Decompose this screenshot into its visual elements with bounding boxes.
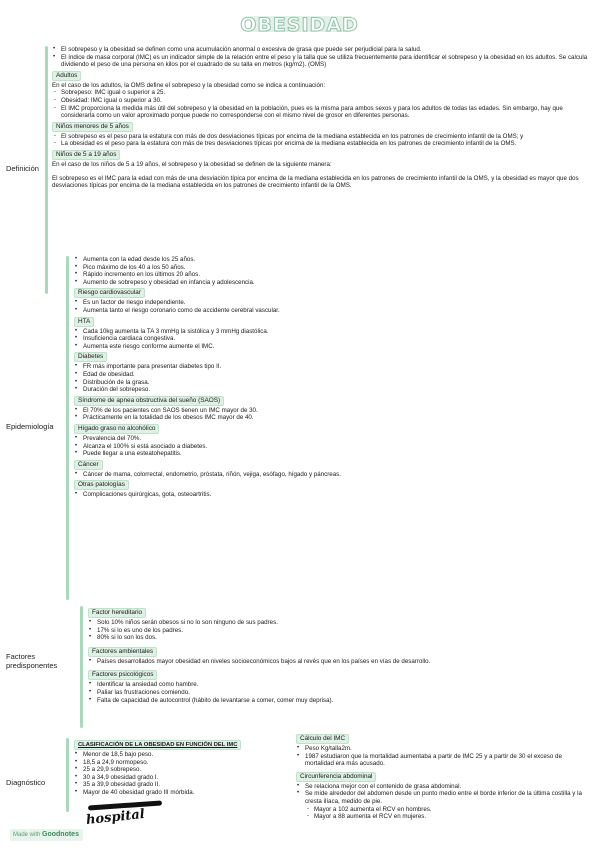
clasificacion-item: • 35 a 39,9 obesidad grado II. bbox=[74, 781, 292, 789]
calculo-section bbox=[296, 732, 588, 821]
hta-item: • Insuficiencia cardiaca congestiva. bbox=[74, 335, 589, 343]
diabetes-item: • Edad de obesidad. bbox=[74, 371, 589, 379]
clasificacion-section bbox=[74, 738, 292, 797]
riesgo-cv-item: • Aumenta tanto el riesgo coronario como de accidente cerebral vascular. bbox=[74, 307, 589, 315]
hta-item: • Cada 10kg aumenta la TA 3 mmHg la sistólica y 3 mmHg diastólica. bbox=[74, 328, 589, 336]
ninos-text: En el caso de los niños de 5 a 19 años, el sobrepeso y la obesidad se definen de la siguiente manera: bbox=[52, 160, 332, 168]
psicologicos-item: • Identificar la ansiedad como hambre. bbox=[88, 681, 588, 689]
clasificacion-item: • Mayor de 40 obesidad grado III mórbida. bbox=[74, 789, 292, 797]
factores-label: Factores predisponentes bbox=[6, 652, 58, 670]
hereditario-item: • Solo 10% niños serán obesos si no lo son ninguno de sus padres. bbox=[88, 619, 588, 627]
circunferencia-heading: Circunferencia abdominal bbox=[296, 772, 376, 782]
definicion-bracket bbox=[45, 46, 48, 294]
hereditario-heading: Factor hereditario bbox=[88, 608, 146, 618]
menores-item: - La obesidad es el peso para la estatura con más de tres desviaciones típicas por encima de la mediana establecida en los patrones de crecimiento infantil de la OMS. bbox=[52, 140, 592, 148]
psicologicos-item: • Falta de capacidad de autocontrol (hábito de levantarse a comer, comer muy deprisa). bbox=[88, 697, 588, 705]
circunferencia-dash: - Mayor a 88 aumenta el RCV en mujeres. bbox=[305, 813, 588, 821]
ambientales-item: • Países desarrollados mayor obesidad en niveles socioeconómicos bajos al revés que en los países en vías de desarrollo. bbox=[88, 658, 588, 666]
saos-heading: Síndrome de apnea obstructiva del sueño (SAOS) bbox=[74, 396, 224, 406]
calculo-item: • 1987 estudiaron que la mortalidad aumentaba a partir de IMC 25 y a partir de 30 el exceso de mortalidad era más acusado. bbox=[296, 753, 588, 768]
ninos-text2: El sobrepeso es el IMC para la edad con más de una desviación típica por encima de la mediana establecida en los patrones de crecimiento infantil de la OMS, y la obesidad es mayor que dos desviaciones típicas por encima de la mediana establecida en los patrones de crecimiento infantil de la OMS. bbox=[52, 174, 579, 190]
circunferencia-dash: - Mayor a 102 aumenta el RCV en hombres. bbox=[305, 806, 588, 814]
circunferencia-item: • Se relaciona mejor con el contenido de grasa abdominal. bbox=[296, 783, 588, 791]
badge-brand: Goodnotes bbox=[42, 831, 79, 838]
clasificacion-item: • 18,5 a 24,9 normopeso. bbox=[74, 759, 292, 767]
otras-heading: Otras patologías bbox=[74, 480, 129, 490]
adultos-item: - Obesidad: IMC igual o superior a 30. bbox=[52, 97, 592, 105]
higado-item: • Prevalencia del 70%. bbox=[74, 435, 589, 443]
hta-item: • Aumenta este riesgo conforme aumente el IMC. bbox=[74, 343, 589, 351]
hta-heading: HTA bbox=[74, 317, 94, 327]
adultos-text: En el caso de los adultos, la OMS define el sobrepeso y la obesidad como se indica a continuación: bbox=[52, 81, 326, 89]
cancer-heading: Cáncer bbox=[74, 460, 103, 470]
ninos-heading: Niños de 5 a 19 años bbox=[52, 150, 120, 160]
diabetes-item: • FR más importante para presentar diabetes tipo II. bbox=[74, 363, 589, 371]
epidemiologia-section bbox=[74, 256, 589, 499]
definicion-label: Definición bbox=[6, 164, 39, 173]
psicologicos-item: • Paliar las frustraciones comiendo. bbox=[88, 689, 588, 697]
higado-heading: Hígado graso no alcohólico bbox=[74, 424, 159, 434]
epidemiologia-intro-item: • Rápido incremento en los últimos 20 años. bbox=[74, 271, 589, 279]
definicion-section bbox=[52, 46, 592, 190]
adultos-heading: Adultos bbox=[52, 71, 81, 81]
riesgo-cv-heading: Riesgo cardiovascular bbox=[74, 288, 145, 298]
higado-item: • Puede llegar a una esteatohepatitis. bbox=[74, 450, 589, 458]
hereditario-item: • 17% si lo es uno de los padres. bbox=[88, 627, 588, 635]
higado-item: • Alcanza el 100% si está asociado a diabetes. bbox=[74, 443, 589, 451]
hereditario-item: • 80% si lo son los dos. bbox=[88, 634, 588, 642]
clasificacion-heading: CLASIFICACIÓN DE LA OBESIDAD EN FUNCIÓN DEL IMC bbox=[74, 740, 241, 750]
diagnostico-label: Diagnóstico bbox=[6, 778, 46, 787]
diabetes-item: • Duración del sobrepeso. bbox=[74, 386, 589, 394]
badge-prefix: Made with bbox=[13, 832, 41, 838]
goodnotes-badge bbox=[10, 829, 83, 841]
diagnostico-bracket bbox=[66, 738, 69, 812]
definicion-intro-item: • El índice de masa corporal (IMC) es un indicador simple de la relación entre el peso y la talla que se utiliza frecuentemente para identificar el sobrepeso y la obesidad en los adultos. Se calcula dividiendo el peso de una persona en kilos por el cuadrado de su talla en metros (kg/m2). (OMS) bbox=[52, 54, 592, 69]
handwritten-note: hospital bbox=[85, 806, 146, 829]
factores-bracket bbox=[80, 606, 83, 728]
epidemiologia-intro-item: • Aumento de sobrepeso y obesidad en infancia y adolescencia. bbox=[74, 279, 589, 287]
page-title: OBESIDAD bbox=[240, 14, 359, 36]
definicion-intro-item: • El sobrepeso y la obesidad se definen como una acumulación anormal o excesiva de grasa que puede ser perjudicial para la salud. bbox=[52, 46, 592, 54]
otras-item: • Complicaciones quirúrgicas, gota, osteoartritis. bbox=[74, 491, 589, 499]
calculo-heading: Cálculo del IMC bbox=[296, 734, 349, 744]
psicologicos-heading: Factores psicológicos bbox=[88, 670, 157, 680]
epidemiologia-intro-item: • Aumenta con la edad desde los 25 años. bbox=[74, 256, 589, 264]
epidemiologia-intro-item: • Pico máximo de los 40 a los 50 años. bbox=[74, 264, 589, 272]
calculo-item: • Peso Kg/talla2m. bbox=[296, 745, 588, 753]
factores-section bbox=[88, 606, 588, 704]
cancer-item: • Cáncer de mama, colorrectal, endometrio, próstata, riñón, vejiga, esófago, hígado y páncreas. bbox=[74, 471, 589, 479]
clasificacion-item: • 30 a 34,9 obesidad grado I. bbox=[74, 774, 292, 782]
saos-item: • El 70% de los pacientes con SAOS tienen un IMC mayor de 30. bbox=[74, 407, 589, 415]
diabetes-item: • Distribución de la grasa. bbox=[74, 379, 589, 387]
epidemiologia-bracket bbox=[66, 256, 69, 600]
riesgo-cv-item: • Es un factor de riesgo independiente. bbox=[74, 299, 589, 307]
ambientales-heading: Factores ambientales bbox=[88, 647, 157, 657]
menores-heading: Niños menores de 5 años bbox=[52, 122, 133, 132]
saos-item: • Prácticamente en la totalidad de los obesos IMC mayor de 40. bbox=[74, 414, 589, 422]
menores-item: - El sobrepeso es el peso para la estatura con más de dos desviaciones típicas por encima de la mediana establecida en los patrones de crecimiento infantil de la OMS; y bbox=[52, 133, 592, 141]
adultos-item: - El IMC proporciona la medida más útil del sobrepeso y la obesidad en la población, pues es la misma para ambos sexos y para los adultos de todas las edades. Sin embargo, hay que considerarla como un valor aproximado porque puede no corresponderse con el mismo nivel de grosor en diferentes personas. bbox=[52, 105, 592, 120]
adultos-item: - Sobrepeso: IMC igual o superior a 25. bbox=[52, 89, 592, 97]
clasificacion-item: • Menor de 18,5 bajo peso. bbox=[74, 751, 292, 759]
circunferencia-item: • Se mide alrededor del abdomen desde un punto medio entre el borde inferior de la última costilla y la cresta ilíaca, medido de pie. bbox=[296, 790, 588, 805]
clasificacion-item: • 25 a 29,9 sobrepeso. bbox=[74, 766, 292, 774]
diabetes-heading: Diabetes bbox=[74, 352, 107, 362]
epidemiologia-label: Epidemiología bbox=[6, 422, 54, 431]
